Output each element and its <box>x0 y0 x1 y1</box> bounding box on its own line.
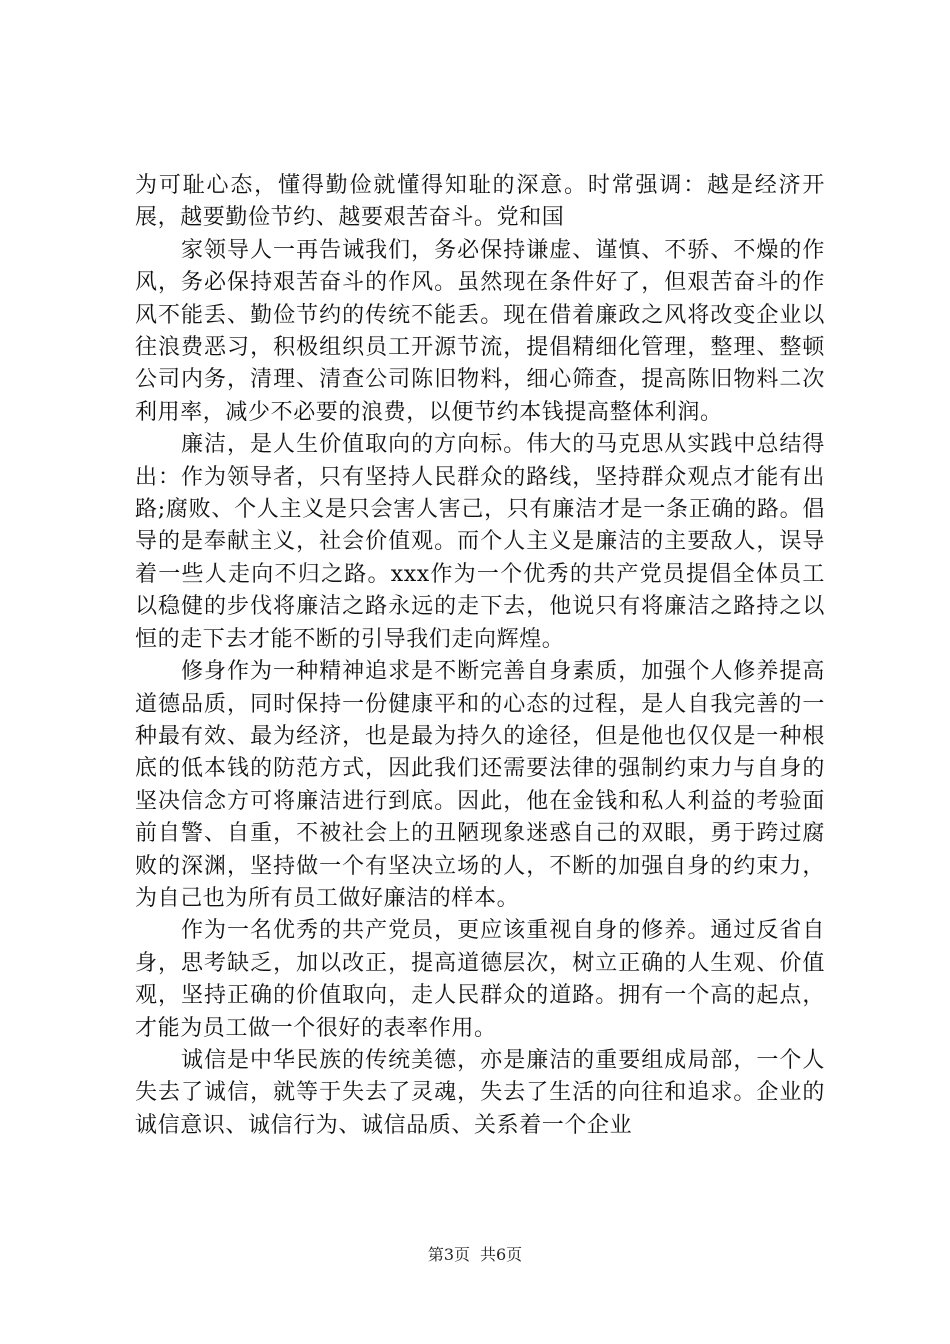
paragraph-3: 廉洁，是人生价值取向的方向标。伟大的马克思从实践中总结得出：作为领导者，只有坚持人民群众的路线，坚持群众观点才能有出路;腐败、个人主义是只会害人害己，只有廉洁才是一条正确的路。倡导的是奉献主义，社会价值观。而个人主义是廉洁的主要敌人，误导着一些人走向不归之路。xxx作为一个优秀的共产党员提倡全体员工以稳健的步伐将廉洁之路永远的走下去，他说只有将廉洁之路持之以恒的走下去才能不断的引导我们走向辉煌。 <box>135 432 825 652</box>
paragraph-2: 家领导人一再告诫我们，务必保持谦虚、谨慎、不骄、不燥的作风，务必保持艰苦奋斗的作风。虽然现在条件好了，但艰苦奋斗的作风不能丢、勤俭节约的传统不能丢。现在借着廉政之风将改变企业以往浪费恶习，积极组织员工开源节流，提倡精细化管理，整理、整顿公司内务，清理、清查公司陈旧物料，细心筛查，提高陈旧物料二次利用率，减少不必要的浪费，以便节约本钱提高整体利润。 <box>135 237 825 425</box>
page-number: 第3页 <box>427 1245 470 1264</box>
page-footer <box>0 1245 950 1265</box>
paragraph-4: 修身作为一种精神追求是不断完善自身素质，加强个人修养提高道德品质，同时保持一份健康平和的心态的过程，是人自我完善的一种最有效、最为经济，也是最为持久的途径，但是他也仅仅是一种根底的低本钱的防范方式，因此我们还需要法律的强制约束力与自身的坚决信念方可将廉洁进行到底。因此，他在金钱和私人利益的考验面前自警、自重，不被社会上的丑陋现象迷惑自己的双眼，勇于跨过腐败的深渊，坚持做一个有坚决立场的人，不断的加强自身的约束力，为自己也为所有员工做好廉洁的样本。 <box>135 659 825 911</box>
paragraph-6: 诚信是中华民族的传统美德，亦是廉洁的重要组成局部，一个人失去了诚信，就等于失去了灵魂，失去了生活的向往和追求。企业的诚信意识、诚信行为、诚信品质、关系着一个企业 <box>135 1047 825 1138</box>
page-total: 共6页 <box>480 1245 523 1264</box>
paragraph-1: 为可耻心态，懂得勤俭就懂得知耻的深意。时常强调：越是经济开展，越要勤俭节约、越要艰苦奋斗。党和国 <box>135 173 825 231</box>
paragraph-5: 作为一名优秀的共产党员，更应该重视自身的修养。通过反省自身，思考缺乏，加以改正，提高道德层次，树立正确的人生观、价值观，坚持正确的价值取向，走人民群众的道路。拥有一个高的起点，才能为员工做一个很好的表率作用。 <box>135 918 825 1041</box>
document-body <box>135 170 825 1142</box>
